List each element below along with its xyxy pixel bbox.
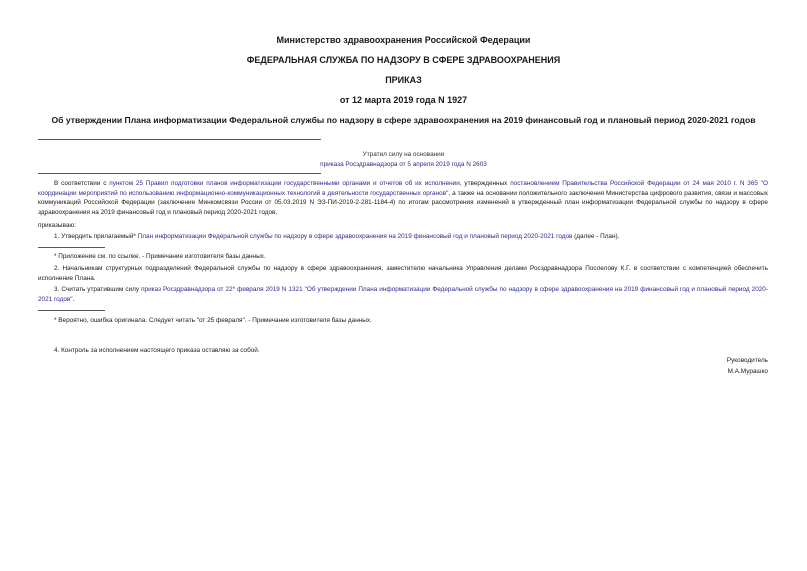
item-1-text: 1. Утвердить прилагаемый* [54,233,138,240]
plan-link[interactable]: План информатизации Федеральной службы по надзору в сфере здравоохранения на 2019 финансовый год и плановый период 2020-2021 годов [137,233,573,240]
date-number-heading: от 12 марта 2019 года N 1927 [339,95,468,105]
signature-position: Руководитель [726,357,768,364]
document-title: Об утверждении Плана информатизации Федеральной службы по надзору в сфере здравоохранения на 2019 финансовый год и плановый период 2020-2021 годов [51,115,756,125]
item-3-text: . [72,295,75,303]
lost-force-link[interactable]: приказа Росздравнадзора от 5 апреля 2019 года N 2603 [320,161,487,168]
item-4: 4. Контроль за исполнением настоящего приказа оставляю за собой. [54,347,260,354]
rules-link[interactable]: пунктом 25 Правил подготовки планов информатизации государственными органами и отчетов об их исполнении [109,180,460,187]
preamble-paragraph [38,179,768,217]
separator-rule [38,173,321,174]
item-1 [54,232,768,242]
item-1-text: (далее - План). [572,233,620,240]
footnote-rule [38,310,105,311]
signature-name: М.А.Мурашко [727,368,768,375]
lost-force-text: Утратил силу на основании [362,151,445,158]
orders-text: приказываю: [38,222,76,229]
footnote-2: * Вероятно, ошибка оригинала. Следует читать "от 25 февраля". - Примечание изготовителя базы данных. [54,317,372,324]
service-heading: ФЕДЕРАЛЬНАЯ СЛУЖБА ПО НАДЗОРУ В СФЕРЕ ЗДРАВООХРАНЕНИЯ [246,55,561,65]
preamble-text: , утвержденных [459,180,511,187]
item-3 [38,285,768,304]
revoked-order-link[interactable]: приказ Росздравнадзора от 22* февраля 2019 N 1321 "Об утверждении Плана информатизации Федеральной службы по надзору в сфере здравоохранения на 2019 финансовый год и плановый период 2020-2021 годов" [38,286,768,303]
preamble-text: , а также на основании положительного заключения Министерства цифрового развития, связи и массовых коммуникаций Российской Федерации (заключение Минкомсвязи России от 05.03.2019 N ЭЗ-ПИ-2019-2-281-1184-4) по итогам рассмотрения изменений в утвержденный план информатизации Федеральной службы по надзору в сфере здравоохранения на 2019 финансовый год и плановый период 2020-2021 годов, [38,189,768,216]
item-2: 2. Начальникам структурных подразделений Федеральной службы по надзору в сфере здравоохранения, заместителю начальника Управления делами Росздравнадзора Послелову К.Г. в соответствии с компетенцией обеспечить исполнение Плана. [38,265,768,282]
footnote-rule [38,247,105,248]
item-3-text: 3. Считать утратившим силу [54,286,142,293]
doc-type-heading: ПРИКАЗ [385,75,422,85]
separator-rule [38,139,321,140]
ministry-heading: Министерство здравоохранения Российской Федерации [276,35,531,45]
government-decree-link[interactable]: постановлением Правительства Российской Федерации от 24 мая 2010 г. N 365 "О координации мероприятий по использованию информационно-коммуникационных технологий в деятельности государственных органов" [38,180,768,197]
footnote-1: * Приложение см. по ссылке. - Примечание изготовителя базы данных. [54,253,266,260]
preamble-text: В соответствии с [54,180,110,187]
